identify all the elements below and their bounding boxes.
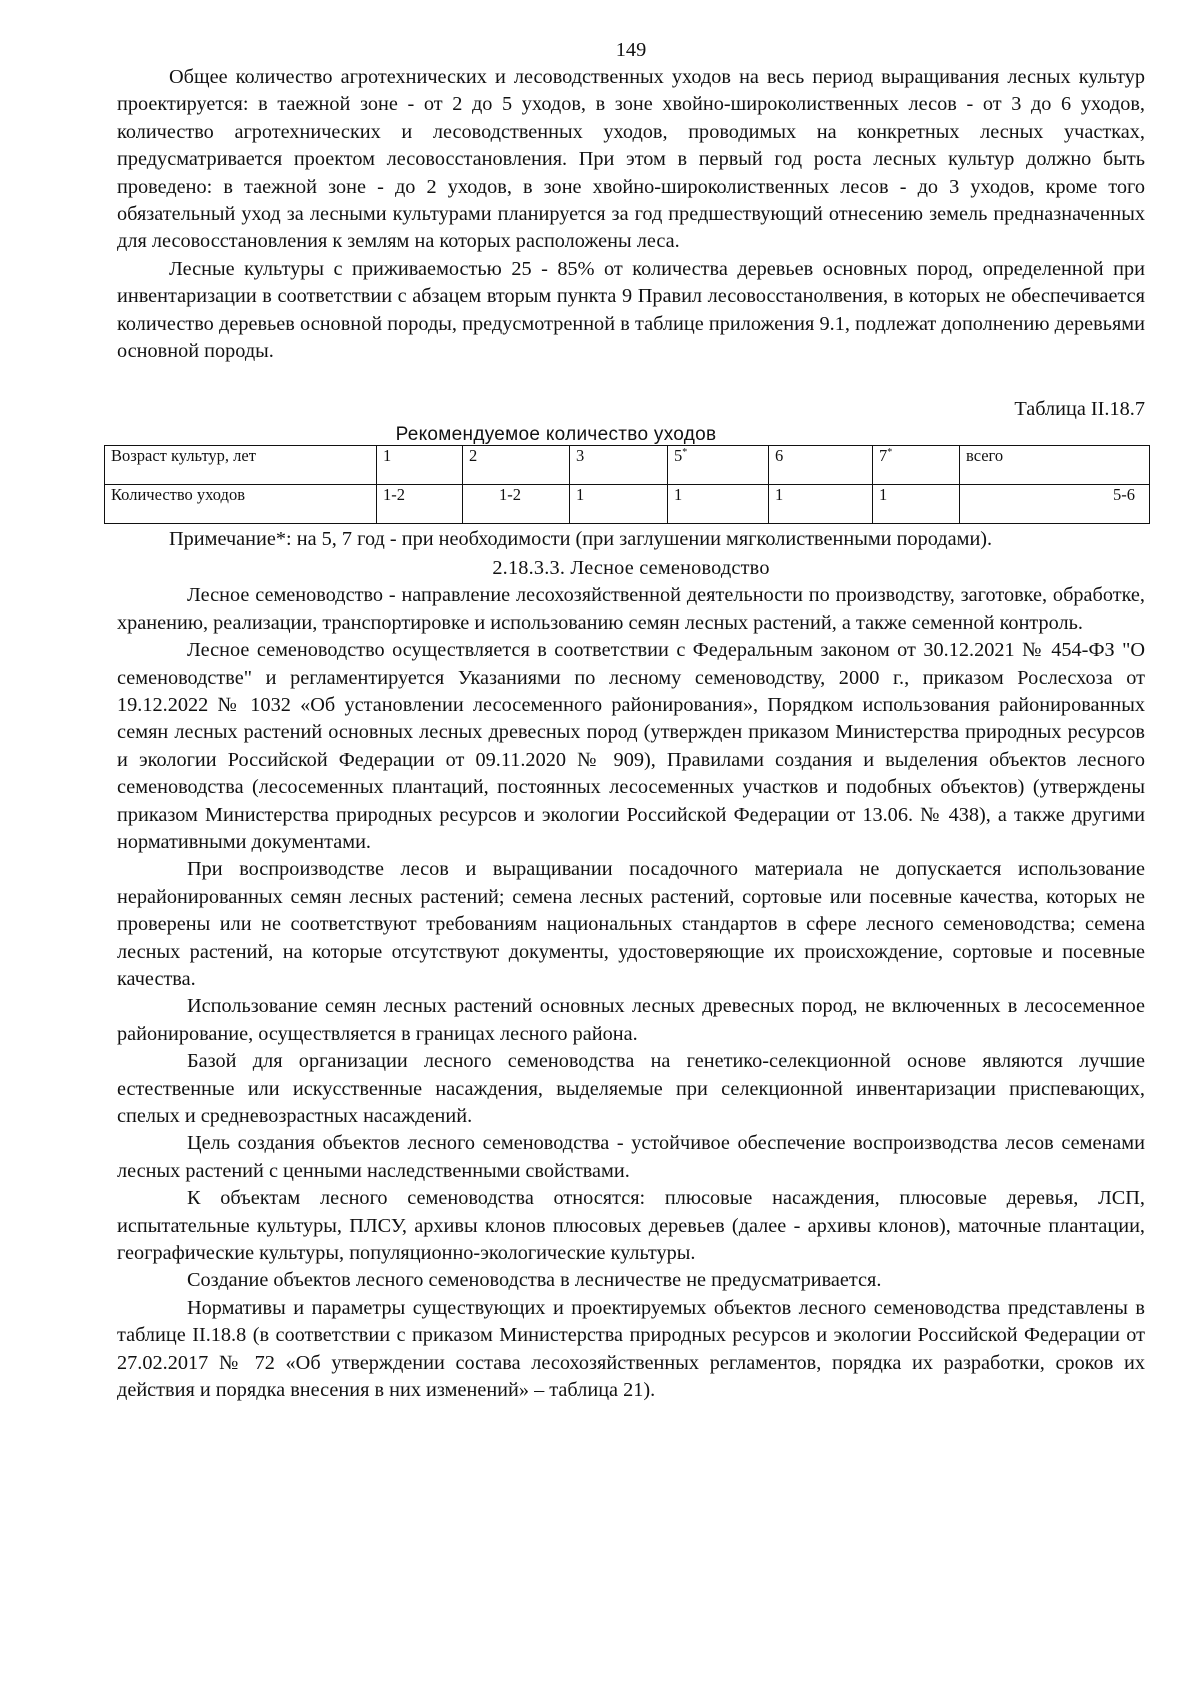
table-cell: 1-2 xyxy=(463,485,570,524)
table-cell: 5-6 xyxy=(960,485,1150,524)
paragraph-genetic-base: Базой для организации лесного семеноводства на генетико-селекционной основе являются лучшие естественные или искусственные насаждения, выделяемые при селекционной инвентаризации приспевающих, спелых и средневозрастных насаждений. xyxy=(117,1050,1145,1127)
table-label: Таблица II.18.7 xyxy=(1014,398,1145,421)
paragraph-not-planned: Создание объектов лесного семеноводства в лесничестве не предусматривается. xyxy=(187,1269,882,1292)
table-cell: 6 xyxy=(769,446,873,485)
paragraph-care-count: Общее количество агротехнических и лесоводственных уходов на весь период выращивания лесных культур проектируется: в таежной зоне - от 2 до 5 уходов, в зоне хвойно-широколиственных лесов - от 3 до 6 уходов, количество агротехнических и лесоводственных уходов, проводимых на конкретных лесных участках, предусматривается проектом лесовосстановления. При этом в первый год роста лесных культур должно быть проведено: в таежной зоне - до 2 уходов, в зоне хвойно-широколиственных лесов - до 3 уходов, кроме того обязательный уход за лесными культурами планируется за год предшествующий отнесению земель предназначенных для лесовосстановления к землям на которых расположены леса. xyxy=(117,66,1145,253)
paragraph-legal-basis: Лесное семеноводство осуществляется в соответствии с Федеральным законом от 30.12.2021 № 454-ФЗ "О семеноводстве" и регламентируется Указаниями по лесному семеноводству, 2000 г., приказом Рослесхоза от 19.12.2022 № 1032 «Об установлении лесосеменного районирования», Порядком использования районированных семян лесных растений основных лесных древесных пород (утвержден приказом Министерства природных ресурсов и экологии Российской Федерации от 09.11.2020 № 909), Правилами создания и выделения объектов лесного семеноводства (лесосеменных плантаций, постоянных лесосеменных участков и подобных объектов) (утверждены приказом Министерства природных ресурсов и экологии Российской Федерации от 13.06. № 438), а также другими нормативными документами. xyxy=(117,639,1145,853)
document-page xyxy=(111,38,1145,1404)
paragraph-goal: Цель создания объектов лесного семеноводства - устойчивое обеспечение воспроизводства лесов семенами лесных растений с ценными наследственными свойствами. xyxy=(117,1132,1145,1182)
table-cell: 3 xyxy=(570,446,668,485)
table-cell xyxy=(873,446,960,485)
table-row-age xyxy=(105,446,1150,485)
table-cell: 1 xyxy=(570,485,668,524)
page-number: 149 xyxy=(615,39,647,61)
table-cell: 1 xyxy=(668,485,769,524)
footnote-mark: * xyxy=(887,447,893,459)
paragraph-norms: Нормативы и параметры существующих и проектируемых объектов лесного семеноводства представлены в таблице II.18.8 (в соответствии с приказом Министерства природных ресурсов и экологии Российской Федерации от 27.02.2017 № 72 «Об утверждении состава лесохозяйственных регламентов, порядка их разработки, сроков их действия и порядка внесения в них изменений» – таблица 21). xyxy=(117,1296,1145,1402)
table-title: Рекомендуемое количество уходов xyxy=(395,424,717,446)
paragraph-objects: К объектам лесного семеноводства относятся: плюсовые насаждения, плюсовые деревья, ЛСП, испытательные культуры, ПЛСУ, архивы клонов плюсовых деревьев (далее - архивы клонов), маточные плантации, географические культуры, популяционно-экологические культуры. xyxy=(117,1187,1145,1265)
care-count-table xyxy=(104,445,1150,524)
table-cell: 1 xyxy=(377,446,463,485)
section-title: 2.18.3.3. Лесное семеноводство xyxy=(492,556,770,579)
table-row-count xyxy=(105,485,1150,524)
table-row-header: Количество уходов xyxy=(105,485,377,524)
table-cell: 1 xyxy=(769,485,873,524)
table-cell: всего xyxy=(960,446,1150,485)
table-cell xyxy=(668,446,769,485)
table-cell: 2 xyxy=(463,446,570,485)
footnote-mark: * xyxy=(682,447,688,459)
table-cell: 1-2 xyxy=(377,485,463,524)
table-cell-value: 7 xyxy=(879,446,888,466)
paragraph-definition: Лесное семеноводство - направление лесохозяйственной деятельности по производству, заготовке, обработке, хранению, реализации, транспортировке и использованию семян лесных растений, а также семенной контроль. xyxy=(117,584,1145,634)
table-cell: 1 xyxy=(873,485,960,524)
table-note: Примечание*: на 5, 7 год - при необходимости (при заглушении мягколиственными породами). xyxy=(169,528,993,551)
paragraph-unzoned-seeds: Использование семян лесных растений основных лесных древесных пород, не включенных в лесосеменное районирование, осуществляется в границах лесного района. xyxy=(117,995,1145,1045)
table-row-header: Возраст культур, лет xyxy=(105,446,377,485)
paragraph-survival-rate: Лесные культуры с приживаемостью 25 - 85% от количества деревьев основных пород, определенной при инвентаризации в соответствии с абзацем вторым пункта 9 Правил лесовосстанолвения, в которых не обеспечивается количество деревьев основной породы, предусмотренной в таблице приложения 9.1, подлежат дополнению деревьями основной породы. xyxy=(117,257,1145,363)
table-cell-value: 5 xyxy=(674,446,683,466)
paragraph-restrictions: При воспроизводстве лесов и выращивании посадочного материала не допускается использование нерайонированных семян лесных растений; семена лесных растений, сортовые или посевные качества, которых не проверены или не соответствуют требованиям национальных стандартов в сфере лесного семеноводства; семена лесных растений, на которые отсутствуют документы, удостоверяющие их происхождение, сортовые и посевные качества. xyxy=(117,858,1145,990)
